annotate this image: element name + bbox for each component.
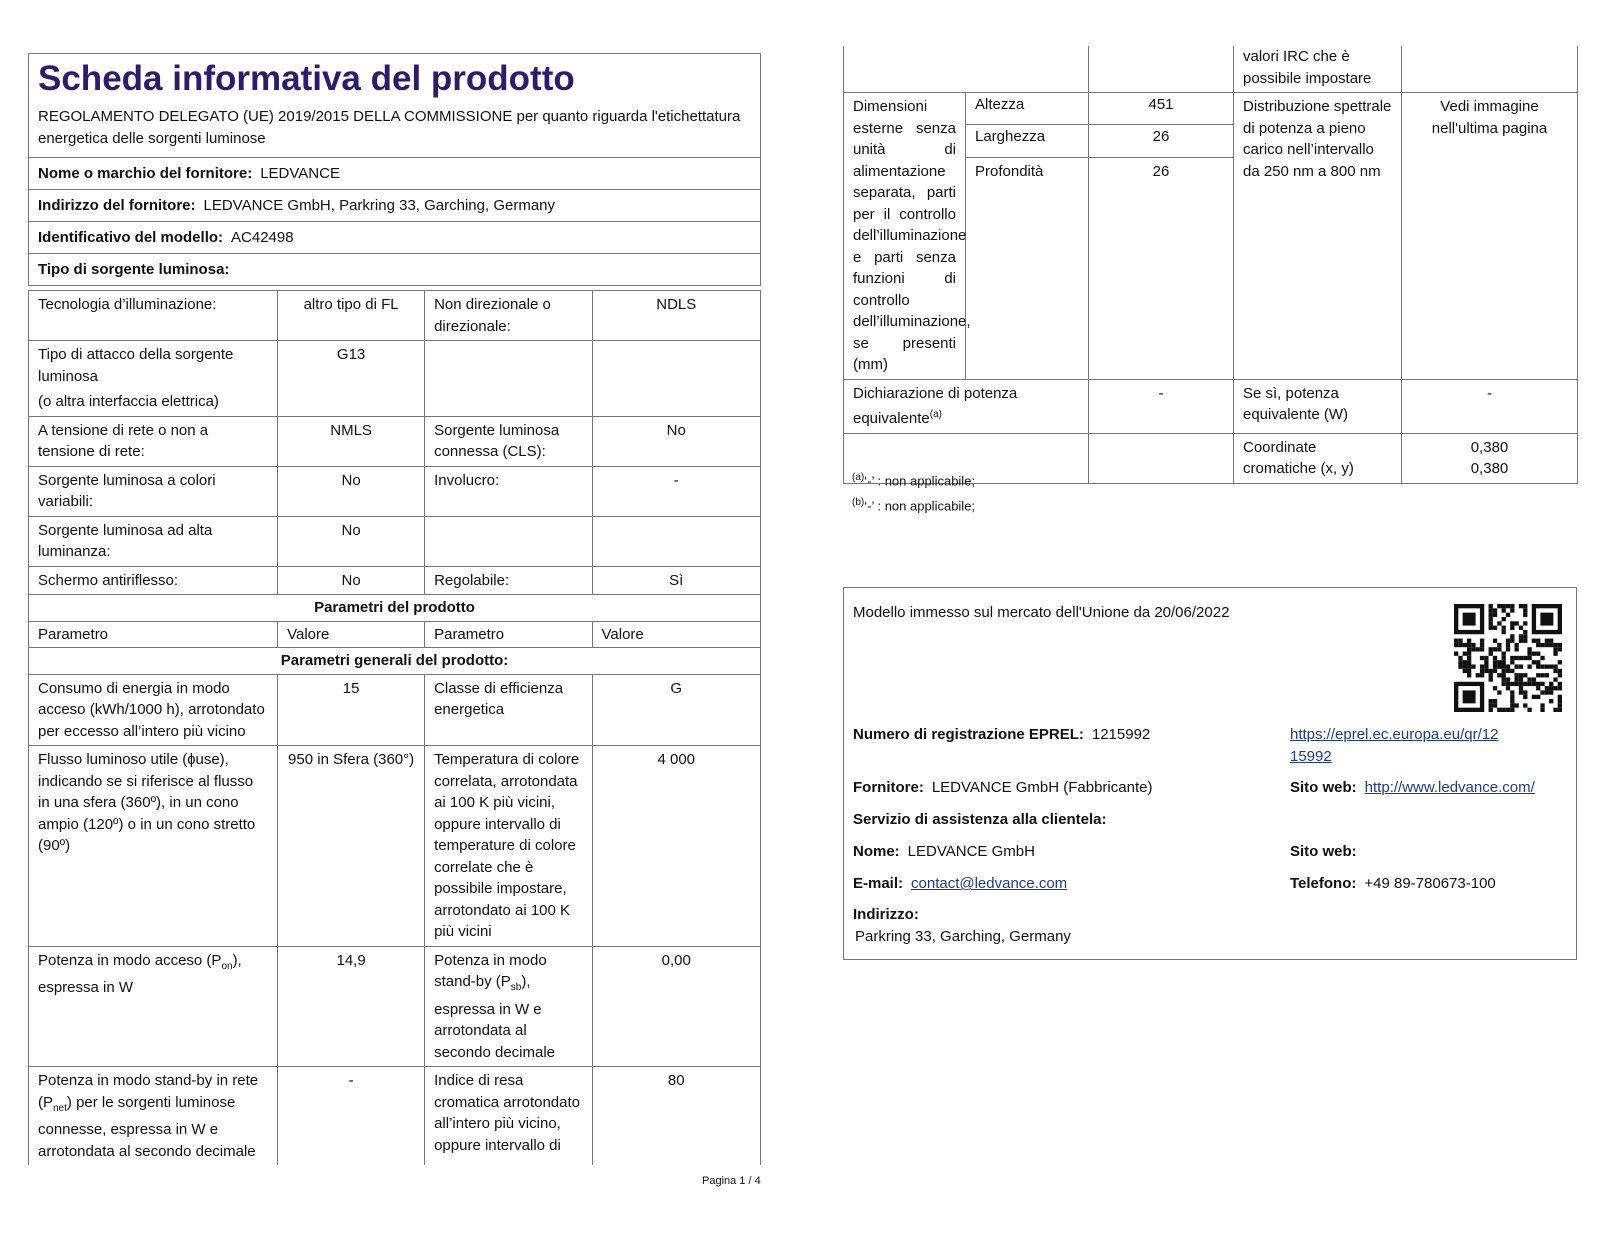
column-header: Valore — [278, 621, 425, 648]
contact-name-value: LEDVANCE GmbH — [907, 843, 1035, 860]
width-value: 26 — [1089, 125, 1234, 157]
subscript: sb — [510, 982, 522, 993]
column-header: Valore — [592, 621, 760, 648]
email-row — [853, 873, 1067, 895]
equiv-power-value: - — [1402, 379, 1578, 433]
chroma-x: 0,380 — [1470, 438, 1509, 456]
phone-label: Telefono: — [1290, 875, 1357, 892]
equiv-label-cell — [844, 379, 1089, 433]
column-header: Parametro — [29, 621, 278, 648]
table-row — [29, 674, 761, 746]
eprel-row — [853, 724, 1150, 746]
website-row — [1290, 777, 1535, 799]
value-cell: 4 000 — [592, 746, 760, 947]
page-number: Pagina 1 / 4 — [702, 1175, 761, 1187]
table-row — [844, 46, 1578, 93]
param-cell: Involucro: — [425, 466, 592, 516]
value-cell: No — [592, 416, 760, 466]
param-cell: Sorgente luminosa connessa (CLS): — [425, 416, 592, 466]
phone-value: +49 89-780673-100 — [1364, 875, 1496, 892]
address-label: Indirizzo del fornitore: — [38, 197, 196, 214]
param-cell: Tecnologia d’illuminazione: — [29, 291, 278, 341]
param-cell: Schermo antiriflesso: — [29, 566, 278, 595]
value-cell: 950 in Sfera (360°) — [278, 746, 425, 947]
eprel-link[interactable] — [1290, 724, 1498, 767]
height-label: Altezza — [966, 93, 1089, 125]
value-cell: 14,9 — [278, 946, 425, 1067]
table-row — [29, 746, 761, 947]
param-cell: Flusso luminoso utile (ɸuse), indicando se si riferisce al flusso in una sfera (360º), in un cono ampio (120º) o in un cono stretto (90º) — [29, 746, 278, 947]
depth-value: 26 — [1089, 157, 1234, 379]
param-text: Potenza in modo stand-by in rete (P — [38, 1072, 259, 1111]
spectral-value: Vedi immagine nell'ultima pagina — [1402, 93, 1578, 380]
footnote — [852, 497, 975, 513]
table-row — [29, 416, 761, 466]
param-cell — [29, 1067, 278, 1166]
footnote-mark: (a) — [929, 409, 942, 420]
subscript: net — [53, 1102, 67, 1114]
equiv-value: - — [1089, 379, 1234, 433]
param-cell — [425, 516, 592, 566]
phone-row — [1290, 873, 1496, 895]
website-link[interactable]: http://www.ledvance.com/ — [1364, 779, 1535, 796]
contact-name-row — [853, 841, 1035, 863]
empty-cell — [1402, 46, 1578, 93]
height-value: 451 — [1089, 93, 1234, 125]
supplier-row — [853, 777, 1152, 799]
section-row — [29, 648, 761, 675]
dimensions-table — [843, 46, 1578, 484]
param-cell: Consumo di energia in modo acceso (kWh/1000 h), arrotondato per eccesso all’intero più vicino — [29, 674, 278, 746]
supplier-label: Fornitore: — [853, 779, 924, 796]
value-cell: NDLS — [592, 291, 760, 341]
parameters-table — [28, 290, 761, 1165]
email-link[interactable]: contact@ledvance.com — [911, 875, 1068, 892]
address-value: Parkring 33, Garching, Germany — [855, 928, 1071, 945]
empty-cell — [1089, 433, 1234, 483]
param-text: Potenza in modo acceso (P — [38, 951, 222, 969]
product-header — [28, 53, 761, 286]
eprel-link-line[interactable]: 15992 — [1290, 747, 1332, 765]
regulation-text: REGOLAMENTO DELEGATO (UE) 2019/2015 DELLA COMMISSIONE per quanto riguarda l'etichettatura energetica delle sorgenti luminose — [29, 100, 760, 158]
table-row — [29, 566, 761, 595]
param-cell: Non direzionale o direzionale: — [425, 291, 592, 341]
eprel-label: Numero di registrazione EPREL: — [853, 726, 1084, 743]
qr-code-icon[interactable] — [1454, 604, 1562, 712]
address-label: Indirizzo: — [853, 906, 919, 923]
value-cell: 80 — [592, 1067, 760, 1166]
chroma-y: 0,380 — [1470, 460, 1509, 477]
model-row — [29, 222, 760, 254]
model-label: Identificativo del modello: — [38, 229, 224, 246]
param-text: Tipo di attacco della sorgente luminosa — [38, 346, 234, 385]
param-text: ) per le sorgenti luminose connesse, espressa in W e arrotondata al secondo decimale — [38, 1093, 256, 1160]
empty-cell — [1089, 46, 1234, 93]
footnote-mark: (a) — [852, 472, 865, 483]
value-cell: 15 — [278, 674, 425, 746]
param-cell: Temperatura di colore correlata, arrotondata ai 100 K più vicini, oppure intervallo di temperature di colore correlate che è possibile impostare, arrotondato ai 100 K più vicini — [425, 746, 592, 947]
footnote-text: ‘-’ : non applicabile; — [864, 498, 976, 514]
param-cell — [425, 946, 592, 1067]
param-text: Potenza in modo stand-by (P — [434, 951, 547, 990]
param-cell — [29, 341, 278, 417]
table-row — [29, 946, 761, 1067]
param-cell — [29, 946, 278, 1067]
section-title: Parametri del prodotto — [29, 595, 761, 622]
width-label: Larghezza — [966, 125, 1089, 157]
param-text: ), espressa in W e arrotondata al secondo decimale — [434, 973, 556, 1061]
value-cell: G — [592, 674, 760, 746]
model-value: AC42498 — [231, 229, 294, 246]
eprel-value: 1215992 — [1091, 726, 1151, 743]
table-row — [844, 379, 1578, 433]
empty-cell — [844, 46, 1089, 93]
service-title: Servizio di assistenza alla clientela: — [853, 811, 1107, 828]
param-cell: Sorgente luminosa a colori variabili: — [29, 466, 278, 516]
value-cell: No — [278, 516, 425, 566]
table-row — [29, 516, 761, 566]
light-source-type: Tipo di sorgente luminosa: — [38, 261, 230, 278]
column-header: Parametro — [425, 621, 592, 648]
value-cell: Sì — [592, 566, 760, 595]
page-title: Scheda informativa del prodotto — [38, 59, 575, 98]
value-cell: No — [278, 466, 425, 516]
value-cell: altro tipo di FL — [278, 291, 425, 341]
table-row — [29, 291, 761, 341]
market-date-text: Modello immesso sul mercato dell'Unione da 20/06/2022 — [853, 604, 1230, 621]
table-row — [29, 341, 761, 417]
value-cell: - — [278, 1067, 425, 1166]
chroma-value — [1402, 433, 1578, 483]
param-cell: valori IRC che è possibile impostare — [1234, 46, 1402, 93]
section-title: Parametri generali del prodotto: — [29, 648, 761, 675]
value-cell: - — [592, 466, 760, 516]
footnote-mark: (b) — [852, 497, 865, 508]
header-row — [29, 621, 761, 648]
param-text: (o altra interfaccia elettrica) — [38, 393, 219, 410]
footnote — [852, 472, 975, 488]
value-cell: 0,00 — [592, 946, 760, 1067]
contact-name-label: Nome: — [853, 843, 900, 860]
supplier-row — [29, 158, 760, 190]
table-row — [29, 466, 761, 516]
param-cell: Regolabile: — [425, 566, 592, 595]
value-cell: NMLS — [278, 416, 425, 466]
spectral-label: Distribuzione spettrale di potenza a pieno carico nell’intervallo da 250 nm a 800 nm — [1234, 93, 1402, 380]
param-cell — [425, 341, 592, 417]
equiv-power-label: Se sì, potenza equivalente (W) — [1234, 379, 1402, 433]
value-cell: No — [278, 566, 425, 595]
value-cell: G13 — [278, 341, 425, 417]
param-cell: Indice di resa cromatica arrotondato all’intero più vicino, oppure intervallo di — [425, 1067, 592, 1166]
table-row — [29, 1067, 761, 1166]
website2-label: Sito web: — [1290, 843, 1357, 860]
value-cell — [592, 341, 760, 417]
dimensions-label: Dimensioni esterne senza unità di alimentazione separata, parti per il controllo dell’illuminazione e parti senza funzioni di controllo dell’illuminazione, se presenti (mm) — [844, 93, 966, 380]
param-cell: Sorgente luminosa ad alta luminanza: — [29, 516, 278, 566]
email-label: E-mail: — [853, 875, 904, 892]
equiv-label: Dichiarazione di potenza equivalente — [853, 384, 1018, 427]
supplier-label: Nome o marchio del fornitore: — [38, 165, 253, 182]
table-row — [844, 93, 1578, 125]
address-row — [29, 190, 760, 222]
param-cell: A tensione di rete o non a tensione di rete: — [29, 416, 278, 466]
chroma-label: Coordinate cromatiche (x, y) — [1234, 433, 1402, 483]
supplier-value: LEDVANCE GmbH (Fabbricante) — [931, 779, 1153, 796]
website-label: Sito web: — [1290, 779, 1357, 796]
eprel-link-line[interactable]: https://eprel.ec.europa.eu/qr/12 — [1290, 726, 1499, 743]
value-cell — [592, 516, 760, 566]
param-cell: Classe di efficienza energetica — [425, 674, 592, 746]
footnote-text: ‘-’ : non applicabile; — [864, 473, 976, 489]
eprel-info-box — [843, 587, 1577, 960]
depth-label: Profondità — [966, 157, 1089, 379]
section-row — [29, 595, 761, 622]
param-text: ), espressa in W — [38, 951, 242, 996]
supplier-value: LEDVANCE — [260, 165, 340, 182]
subscript: on — [221, 960, 233, 972]
address-value: LEDVANCE GmbH, Parkring 33, Garching, Germany — [203, 197, 556, 214]
